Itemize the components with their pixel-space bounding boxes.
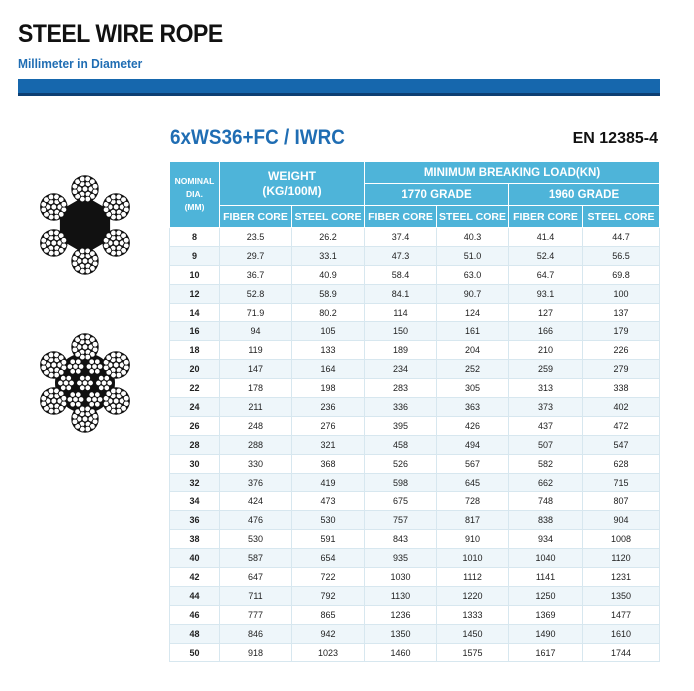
table-cell: 105 — [292, 322, 365, 341]
table-cell: 336 — [365, 398, 437, 417]
table-cell: 530 — [292, 511, 365, 530]
weight-steel-core-header: STEEL CORE — [292, 206, 365, 228]
nominal-dia-cell: 50 — [170, 643, 220, 662]
nominal-dia-cell: 8 — [170, 228, 220, 247]
nominal-dia-cell: 20 — [170, 360, 220, 379]
table-cell: 1120 — [583, 549, 660, 568]
page-title: STEEL WIRE ROPE — [18, 20, 223, 48]
table-cell: 547 — [583, 435, 660, 454]
table-cell: 36.7 — [220, 265, 292, 284]
table-cell: 47.3 — [365, 246, 437, 265]
nominal-dia-cell: 38 — [170, 530, 220, 549]
mbl1770-fiber-core-header: FIBER CORE — [365, 206, 437, 228]
table-cell: 1610 — [583, 624, 660, 643]
header-band — [18, 79, 660, 96]
table-cell: 179 — [583, 322, 660, 341]
table-cell: 1141 — [509, 568, 583, 587]
nominal-dia-cell: 46 — [170, 605, 220, 624]
grade-1770-header: 1770 GRADE — [365, 184, 509, 206]
table-cell: 33.1 — [292, 246, 365, 265]
nominal-dia-cell: 26 — [170, 416, 220, 435]
table-cell: 114 — [365, 303, 437, 322]
nominal-dia-cell: 40 — [170, 549, 220, 568]
table-cell: 211 — [220, 398, 292, 417]
table-row — [170, 473, 660, 492]
table-cell: 426 — [437, 416, 509, 435]
table-cell: 846 — [220, 624, 292, 643]
mbl1960-fiber-core-header: FIBER CORE — [509, 206, 583, 228]
table-cell: 71.9 — [220, 303, 292, 322]
table-cell: 402 — [583, 398, 660, 417]
table-cell: 437 — [509, 416, 583, 435]
table-row — [170, 284, 660, 303]
table-cell: 338 — [583, 379, 660, 398]
table-row — [170, 492, 660, 511]
table-cell: 1250 — [509, 586, 583, 605]
table-cell: 628 — [583, 454, 660, 473]
table-cell: 1477 — [583, 605, 660, 624]
table-cell: 424 — [220, 492, 292, 511]
table-row — [170, 322, 660, 341]
table-cell: 582 — [509, 454, 583, 473]
nominal-dia-cell: 48 — [170, 624, 220, 643]
table-cell: 124 — [437, 303, 509, 322]
table-cell: 259 — [509, 360, 583, 379]
specification-table-body — [170, 228, 660, 662]
weight-fiber-core-header: FIBER CORE — [220, 206, 292, 228]
table-cell: 321 — [292, 435, 365, 454]
table-cell: 910 — [437, 530, 509, 549]
table-cell: 279 — [583, 360, 660, 379]
table-cell: 675 — [365, 492, 437, 511]
table-cell: 757 — [365, 511, 437, 530]
table-cell: 150 — [365, 322, 437, 341]
table-cell: 904 — [583, 511, 660, 530]
table-row — [170, 379, 660, 398]
table-row — [170, 624, 660, 643]
table-cell: 178 — [220, 379, 292, 398]
table-cell: 189 — [365, 341, 437, 360]
table-cell: 234 — [365, 360, 437, 379]
table-cell: 69.8 — [583, 265, 660, 284]
page-subtitle: Millimeter in Diameter — [18, 56, 143, 71]
table-cell: 591 — [292, 530, 365, 549]
table-row — [170, 586, 660, 605]
table-cell: 226 — [583, 341, 660, 360]
table-cell: 58.9 — [292, 284, 365, 303]
table-cell: 865 — [292, 605, 365, 624]
mbl1960-steel-core-header: STEEL CORE — [583, 206, 660, 228]
nominal-dia-header: NOMINAL DIA. (MM) — [170, 162, 220, 228]
table-cell: 90.7 — [437, 284, 509, 303]
table-cell: 838 — [509, 511, 583, 530]
table-cell: 934 — [509, 530, 583, 549]
table-cell: 1369 — [509, 605, 583, 624]
table-cell: 63.0 — [437, 265, 509, 284]
table-cell: 748 — [509, 492, 583, 511]
nominal-dia-cell: 42 — [170, 568, 220, 587]
table-row — [170, 265, 660, 284]
nominal-dia-cell: 14 — [170, 303, 220, 322]
table-cell: 1023 — [292, 643, 365, 662]
weight-header: WEIGHT (KG/100M) — [220, 162, 365, 206]
table-cell: 507 — [509, 435, 583, 454]
table-cell: 645 — [437, 473, 509, 492]
table-row — [170, 246, 660, 265]
table-cell: 373 — [509, 398, 583, 417]
table-cell: 84.1 — [365, 284, 437, 303]
table-row — [170, 360, 660, 379]
nominal-dia-cell: 12 — [170, 284, 220, 303]
specification-table — [169, 161, 660, 662]
table-cell: 419 — [292, 473, 365, 492]
table-cell: 1350 — [365, 624, 437, 643]
mbl1770-steel-core-header: STEEL CORE — [437, 206, 509, 228]
table-row — [170, 416, 660, 435]
table-cell: 147 — [220, 360, 292, 379]
table-cell: 654 — [292, 549, 365, 568]
table-cell: 276 — [292, 416, 365, 435]
table-cell: 133 — [292, 341, 365, 360]
nominal-dia-cell: 30 — [170, 454, 220, 473]
mbl-header: MINIMUM BREAKING LOAD(KN) — [365, 162, 660, 184]
table-cell: 458 — [365, 435, 437, 454]
table-cell: 305 — [437, 379, 509, 398]
rope-construction: 6xWS36+FC / IWRC — [170, 126, 345, 149]
table-cell: 52.8 — [220, 284, 292, 303]
table-cell: 283 — [365, 379, 437, 398]
nominal-dia-cell: 36 — [170, 511, 220, 530]
table-cell: 598 — [365, 473, 437, 492]
table-cell: 164 — [292, 360, 365, 379]
table-cell: 198 — [292, 379, 365, 398]
table-cell: 1617 — [509, 643, 583, 662]
table-cell: 80.2 — [292, 303, 365, 322]
table-cell: 94 — [220, 322, 292, 341]
table-cell: 64.7 — [509, 265, 583, 284]
table-cell: 728 — [437, 492, 509, 511]
table-cell: 23.5 — [220, 228, 292, 247]
table-cell: 935 — [365, 549, 437, 568]
table-cell: 288 — [220, 435, 292, 454]
table-row — [170, 605, 660, 624]
nominal-dia-cell: 9 — [170, 246, 220, 265]
table-cell: 119 — [220, 341, 292, 360]
table-row — [170, 398, 660, 417]
table-cell: 647 — [220, 568, 292, 587]
table-row — [170, 643, 660, 662]
table-cell: 166 — [509, 322, 583, 341]
table-cell: 368 — [292, 454, 365, 473]
table-row — [170, 228, 660, 247]
table-cell: 494 — [437, 435, 509, 454]
table-cell: 26.2 — [292, 228, 365, 247]
table-cell: 376 — [220, 473, 292, 492]
table-cell: 56.5 — [583, 246, 660, 265]
table-cell: 843 — [365, 530, 437, 549]
table-cell: 252 — [437, 360, 509, 379]
nominal-dia-cell: 28 — [170, 435, 220, 454]
table-cell: 1460 — [365, 643, 437, 662]
table-cell: 918 — [220, 643, 292, 662]
table-cell: 472 — [583, 416, 660, 435]
table-cell: 792 — [292, 586, 365, 605]
table-cell: 161 — [437, 322, 509, 341]
table-row — [170, 454, 660, 473]
table-cell: 248 — [220, 416, 292, 435]
table-cell: 1333 — [437, 605, 509, 624]
table-cell: 313 — [509, 379, 583, 398]
table-cell: 942 — [292, 624, 365, 643]
table-cell: 44.7 — [583, 228, 660, 247]
table-cell: 29.7 — [220, 246, 292, 265]
table-cell: 1744 — [583, 643, 660, 662]
table-cell: 127 — [509, 303, 583, 322]
table-cell: 1112 — [437, 568, 509, 587]
table-cell: 1008 — [583, 530, 660, 549]
table-cell: 1130 — [365, 586, 437, 605]
table-cell: 587 — [220, 549, 292, 568]
table-row — [170, 511, 660, 530]
table-cell: 51.0 — [437, 246, 509, 265]
table-cell: 476 — [220, 511, 292, 530]
table-row — [170, 549, 660, 568]
table-cell: 210 — [509, 341, 583, 360]
table-cell: 1350 — [583, 586, 660, 605]
nominal-dia-cell: 18 — [170, 341, 220, 360]
nominal-dia-cell: 22 — [170, 379, 220, 398]
table-cell: 1490 — [509, 624, 583, 643]
nominal-dia-cell: 34 — [170, 492, 220, 511]
table-cell: 1575 — [437, 643, 509, 662]
table-cell: 711 — [220, 586, 292, 605]
rope-cross-section-iwrc — [20, 318, 150, 448]
table-cell: 395 — [365, 416, 437, 435]
table-cell: 722 — [292, 568, 365, 587]
table-row — [170, 303, 660, 322]
table-cell: 1010 — [437, 549, 509, 568]
table-cell: 807 — [583, 492, 660, 511]
table-cell: 1220 — [437, 586, 509, 605]
table-cell: 1040 — [509, 549, 583, 568]
table-cell: 204 — [437, 341, 509, 360]
table-cell: 40.3 — [437, 228, 509, 247]
table-cell: 473 — [292, 492, 365, 511]
table-cell: 1030 — [365, 568, 437, 587]
table-cell: 37.4 — [365, 228, 437, 247]
table-cell: 1236 — [365, 605, 437, 624]
nominal-dia-cell: 10 — [170, 265, 220, 284]
table-cell: 777 — [220, 605, 292, 624]
table-cell: 330 — [220, 454, 292, 473]
table-cell: 530 — [220, 530, 292, 549]
table-row — [170, 341, 660, 360]
rope-standard: EN 12385-4 — [572, 130, 658, 147]
table-cell: 40.9 — [292, 265, 365, 284]
grade-1960-header: 1960 GRADE — [509, 184, 660, 206]
table-cell: 1450 — [437, 624, 509, 643]
table-cell: 363 — [437, 398, 509, 417]
table-cell: 58.4 — [365, 265, 437, 284]
table-cell: 137 — [583, 303, 660, 322]
table-cell: 52.4 — [509, 246, 583, 265]
table-cell: 526 — [365, 454, 437, 473]
table-cell: 567 — [437, 454, 509, 473]
table-row — [170, 435, 660, 454]
nominal-dia-cell: 16 — [170, 322, 220, 341]
table-row — [170, 568, 660, 587]
table-cell: 236 — [292, 398, 365, 417]
table-cell: 662 — [509, 473, 583, 492]
table-row — [170, 530, 660, 549]
table-cell: 93.1 — [509, 284, 583, 303]
table-cell: 715 — [583, 473, 660, 492]
nominal-dia-cell: 24 — [170, 398, 220, 417]
rope-cross-section-fiber-core — [20, 160, 150, 290]
table-cell: 41.4 — [509, 228, 583, 247]
table-cell: 1231 — [583, 568, 660, 587]
nominal-dia-cell: 44 — [170, 586, 220, 605]
table-cell: 100 — [583, 284, 660, 303]
nominal-dia-cell: 32 — [170, 473, 220, 492]
table-cell: 817 — [437, 511, 509, 530]
